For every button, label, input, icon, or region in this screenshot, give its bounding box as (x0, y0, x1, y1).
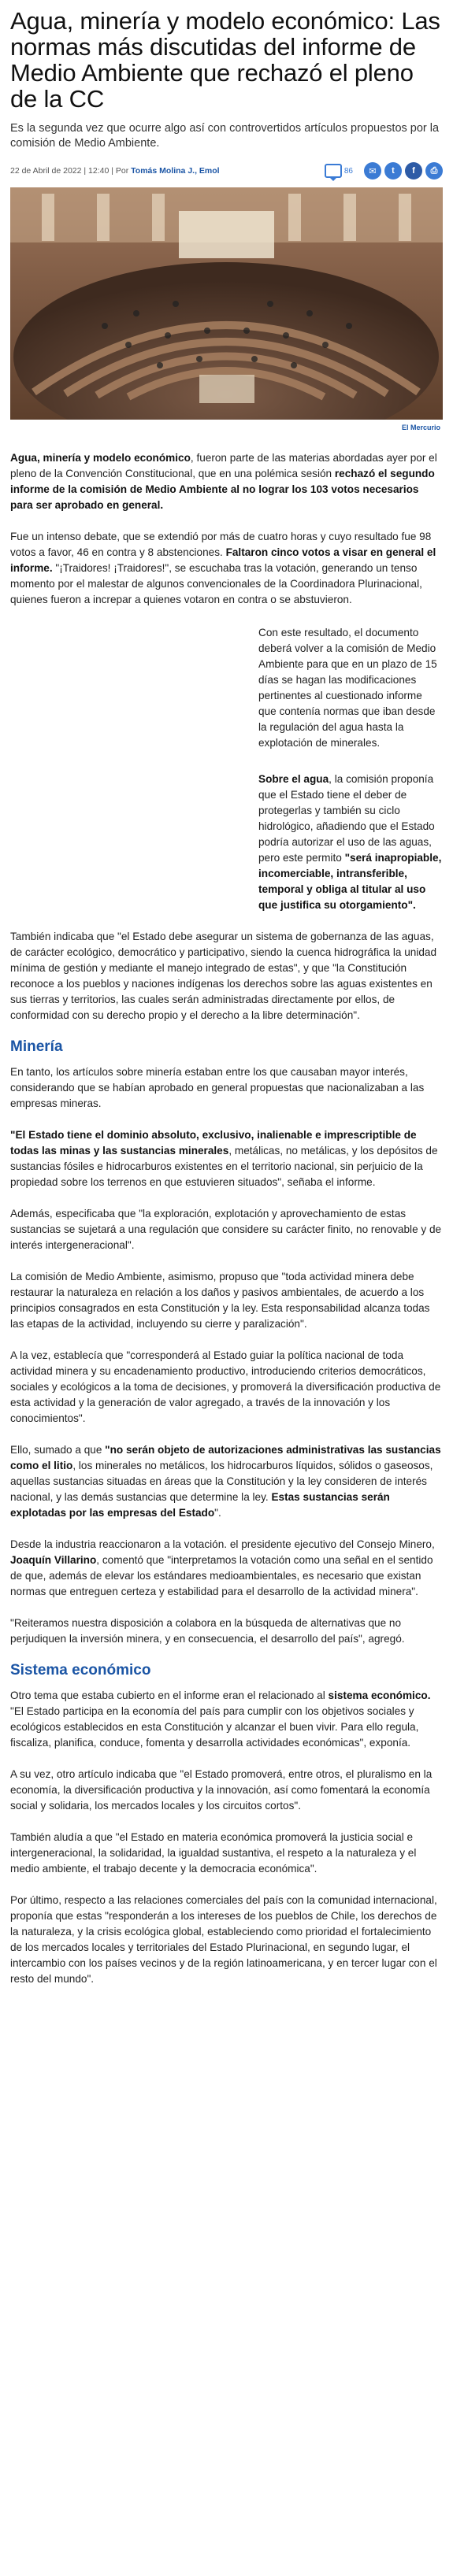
share-bar (325, 162, 443, 180)
paragraph (10, 1127, 443, 1190)
paragraph (10, 529, 443, 608)
paragraph (10, 1537, 443, 1600)
byline-prefix: | Por (109, 166, 132, 176)
text: Desde la industria reaccionaron a la votación. el presidente ejecutivo del Consejo Minero, (10, 1538, 435, 1550)
paragraph: La comisión de Medio Ambiente, asimismo, propuso que "toda actividad minera debe restaurar la naturaleza en relación a los daños y pasivos ambientales, de acuerdo a los principios consagrados en esta Constitución y la ley. Esta responsabilidad alcanza todas las etapas de la actividad, incluyendo su cierre y paralización". (10, 1271, 430, 1330)
paragraph: A la vez, establecía que "corresponderá al Estado guiar la política nacional de toda actividad minera y su encadenamiento productivo, introduciendo criterios democráticos, sociales y ecológicos a la toma de decisiones, y promoverá la diversificación productiva de esta actividad y la generación de valor agregado, a través de la innovación y los conocimientos". (10, 1349, 441, 1424)
comments-link[interactable] (325, 164, 353, 178)
side-column-2 (258, 772, 443, 913)
paragraph: También indicaba que "el Estado debe asegurar un sistema de gobernanza de las aguas, de carácter ecológico, democrático y participativo, siendo la cuenca hidrográfica la unidad mínima de gestión y mediante el manejo integrado de estas", y que "la Constitución reconoce a los pueblos y naciones indígenas los derechos sobre las aguas existentes en sus tierras y territorios, las cuales serán administradas directamente por ellos, de conformidad con su derecho propio y el derecho a la libre determinación". (10, 931, 437, 1021)
comments-count: 86 (343, 166, 353, 176)
bold-text: Estas sustancias serán explotadas por las empresas del Estado (10, 1491, 390, 1519)
comment-icon (325, 164, 342, 178)
bold-text: Sobre el agua (258, 773, 329, 785)
bold-text: "será inapropiable, incomerciable, intransferible, temporal y obliga al titular al uso que justifica su otorgamiento". (258, 852, 442, 911)
section-heading-mineria: Minería (10, 1038, 63, 1055)
text: , los minerales no metálicos, los hidrocarburos líquidos, sólidos o gaseosos, aquellas sustancias situadas en áreas que la Constitución y la ley consideren de interés nacional, y las demás sustancias que determine la ley. (10, 1460, 433, 1503)
byline (10, 166, 220, 176)
text: "¡Traidores! ¡Traidores!", se escuchaba tras la votación, generando un tenso momento por el malestar de algunos convencionales de la Coordinadora Plurinacional, quienes fueron a increpar a quienes votaron en contra o se abstuvieron. (10, 562, 422, 605)
bold-text: rechazó el segundo informe de la comisión de Medio Ambiente al no lograr los 103 votos necesarios para ser aprobado en general. (10, 468, 435, 511)
text: , metálicas, no metálicas, y los depósitos de sustancias fósiles e hidrocarburos existentes en el territorio nacional, sin perjuicio de la propiedad sobre los terrenos en que estuvieren situados", señaba el informe. (10, 1145, 438, 1188)
bold-text: Faltaron cinco votos a visar en general el informe. (10, 546, 436, 574)
paragraph: En tanto, los artículos sobre minería estaban entre los que causaban mayor interés, considerando que se habían aprobado en general propuestas que nacionalizaban a las empresas mineras. (10, 1066, 425, 1109)
bold-text: Agua, minería y modelo económico (10, 452, 191, 464)
paragraph: "Reiteramos nuestra disposición a colabora en la búsqueda de alternativas que no perjudiquen la inversión minera, y en consecuencia, el desarrollo del país", agregó. (10, 1617, 405, 1645)
publish-date: 22 de Abril de 2022 | 12:40 (10, 166, 110, 176)
paragraph: A su vez, otro artículo indicaba que "el Estado promoverá, entre otros, el pluralismo en la economía, la diversificación productiva y la innovación, así como fomentará la economía social y solidaria, los mercados locales y los circuitos cortos". (10, 1768, 433, 1812)
chamber-photo (10, 187, 443, 420)
facebook-icon[interactable]: f (405, 162, 422, 180)
text: , fueron parte de las materias abordadas ayer por el pleno de la Convención Constitucional, que en una polémica sesión (10, 452, 437, 479)
bold-text: "El Estado tiene el dominio absoluto, exclusivo, inalienable e imprescriptible de todas las minas y las sustancias minerales (10, 1129, 417, 1157)
print-icon[interactable]: ⎙ (425, 162, 443, 180)
lead-photo (10, 187, 443, 420)
paragraph: Por último, respecto a las relaciones comerciales del país con la comunidad internacional, proponía que estas "responderán a los intereses de los pueblos de Chile, los derechos de la naturaleza, y la crisis ecológica global, estableciendo como prioridad el fortalecimiento de los mercados locales y territoriales del Estado Plurinacional, en segundo lugar, el intercambio con los países vecinos y de la región latinoamericana, y en tercer lugar con el resto del mundo". (10, 1894, 437, 1985)
text: Fue un intenso debate, que se extendió por más de cuatro horas y cuyo resultado fue 98 votos a favor, 46 en contra y 8 abstenciones. (10, 531, 432, 558)
paragraph: Además, especificaba que "la exploración, explotación y aprovechamiento de estas sustancias se sujetará a una regulación que considere su carácter finito, no renovable y de interés intergeneracional". (10, 1208, 442, 1251)
mail-icon[interactable]: ✉ (364, 162, 381, 180)
text: Ello, sumado a que (10, 1444, 106, 1456)
dek: Es la segunda vez que ocurre algo así con controvertidos artículos propuestos por la comisión de Medio Ambiente. (10, 122, 440, 150)
text: ". (214, 1507, 221, 1519)
paragraph (10, 450, 443, 513)
paragraph (10, 1688, 443, 1751)
text: Otro tema que estaba cubierto en el informe eran el relacionado al (10, 1690, 329, 1701)
paragraph (10, 1442, 443, 1521)
article-body (10, 450, 443, 1987)
paragraph (258, 772, 443, 913)
section-heading-economico: Sistema económico (10, 1662, 151, 1678)
bold-text: "no serán objeto de autorizaciones administrativas las sustancias como el litio (10, 1444, 441, 1471)
headline: Agua, minería y modelo económico: Las normas más discutidas del informe de Medio Ambiente que rechazó el pleno de la CC (10, 7, 440, 113)
text: "El Estado participa en la economía del país para cumplir con los objetivos sociales y ecológicos establecidos en esta Constitución y alcanzar el buen vivir. Para ello regula, fiscaliza, planifica, conduce, fomenta y desarrolla actividades económicas", exponía. (10, 1705, 419, 1749)
text: , la comisión proponía que el Estado tiene el deber de protegerlas y también su ciclo hidrológico, añadiendo que el Estado podría autorizar el uso de las aguas, pero este permito (258, 773, 435, 864)
bold-text: Joaquín Villarino (10, 1554, 97, 1566)
paragraph: También aludía a que "el Estado en materia económica promoverá la justicia social e intergeneracional, la solidaridad, la igualdad sustantiva, el respeto a la naturaleza y el medio ambiente, el trabajo decente y la democracia económica". (10, 1831, 417, 1875)
side-column (258, 625, 443, 767)
bold-text: sistema económico. (328, 1690, 431, 1701)
meta-row (10, 161, 443, 181)
photo-credit: El Mercurio (401, 423, 440, 431)
text: , comentó que "interpretamos la votación como una señal en el sentido de que, además de elevar los estándares medioambientales, es necesario que existan normas que entreguen certeza y estabilidad para el desarrollo de la actividad minera". (10, 1554, 433, 1597)
twitter-icon[interactable]: t (384, 162, 402, 180)
paragraph: Con este resultado, el documento deberá volver a la comisión de Medio Ambiente para que en un plazo de 15 días se hagan las modificaciones pertinentes al cuestionado informe que contenía normas que iban desde la regulación del agua hasta la explotación de minerales. (258, 627, 437, 749)
author-link[interactable]: Tomás Molina J., Emol (131, 166, 220, 176)
